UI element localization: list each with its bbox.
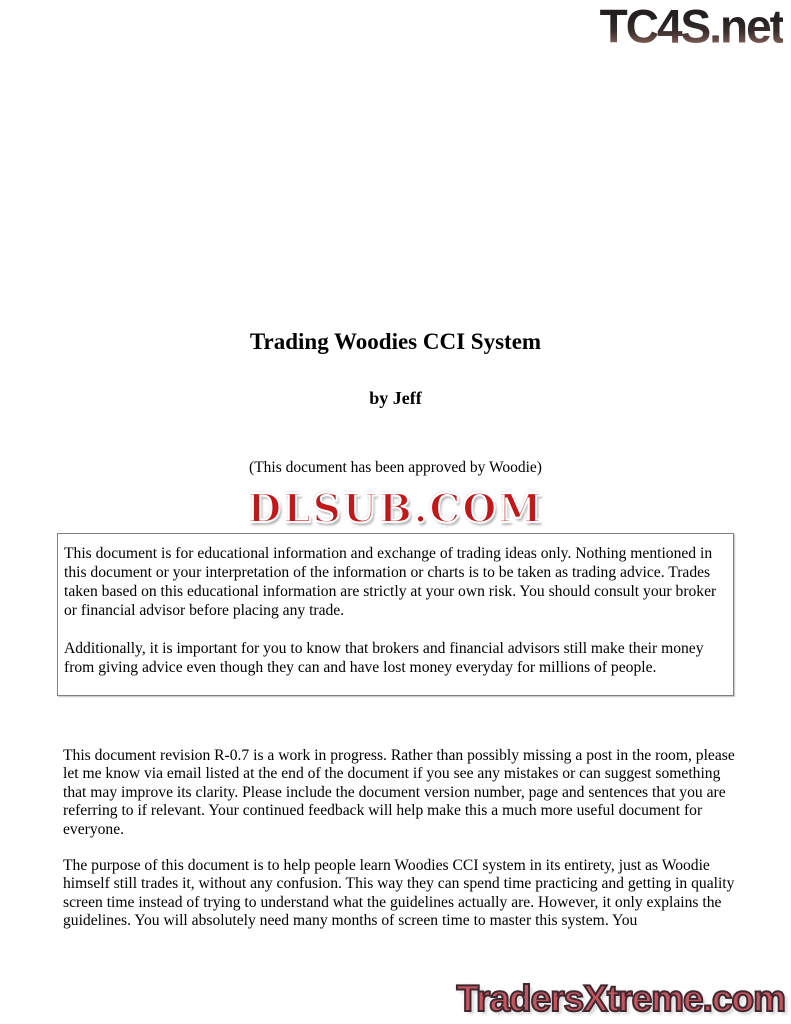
body-paragraph-2: The purpose of this document is to help people learn Woodies CCI system in its entirety, just as Woodie himself still trades it, without any confusion. This way they can spend time practicing and getting in quality screen time instead of trying to understand what the guidelines actually are. However, it only explains the guidelines. You will absolutely need many months of screen time to master this system. You xyxy=(63,857,735,930)
disclaimer-box xyxy=(57,533,734,696)
tc4s-logo-text: TC4S.net xyxy=(599,0,783,53)
approval-note: (This document has been approved by Woodie) xyxy=(249,459,542,476)
disclaimer-paragraph-1: This document is for educational information and exchange of trading ideas only. Nothing mentioned in this document or your interpretation of the information or charts is to be taken as trading advice. Trades taken based on this educational information are strictly at your own risk. You should consult your broker or financial advisor before placing any trade. xyxy=(64,545,717,619)
document-title: Trading Woodies CCI System xyxy=(249,329,542,354)
document-byline: by Jeff xyxy=(369,388,422,408)
tc4s-logo xyxy=(599,0,783,53)
dlsub-watermark-logo: DLSUB.COM xyxy=(247,486,544,532)
disclaimer-paragraph-2: Additionally, it is important for you to know that brokers and financial advisors still make their money from giving advice even though they can and have lost money everyday for millions of people. xyxy=(64,640,704,676)
body-paragraph-1: This document revision R-0.7 is a work in progress. Rather than possibly missing a post in the room, please let me know via email listed at the end of the document if you see any mistakes or can suggest something that may improve its clarity. Please include the document version number, page and sentences that you are referring to if relevant. Your continued feedback will help make this a much more useful document for everyone. xyxy=(63,747,735,838)
document-body xyxy=(63,747,735,931)
tradersxtreme-watermark-logo: TradersXtreme.com xyxy=(456,978,785,1019)
